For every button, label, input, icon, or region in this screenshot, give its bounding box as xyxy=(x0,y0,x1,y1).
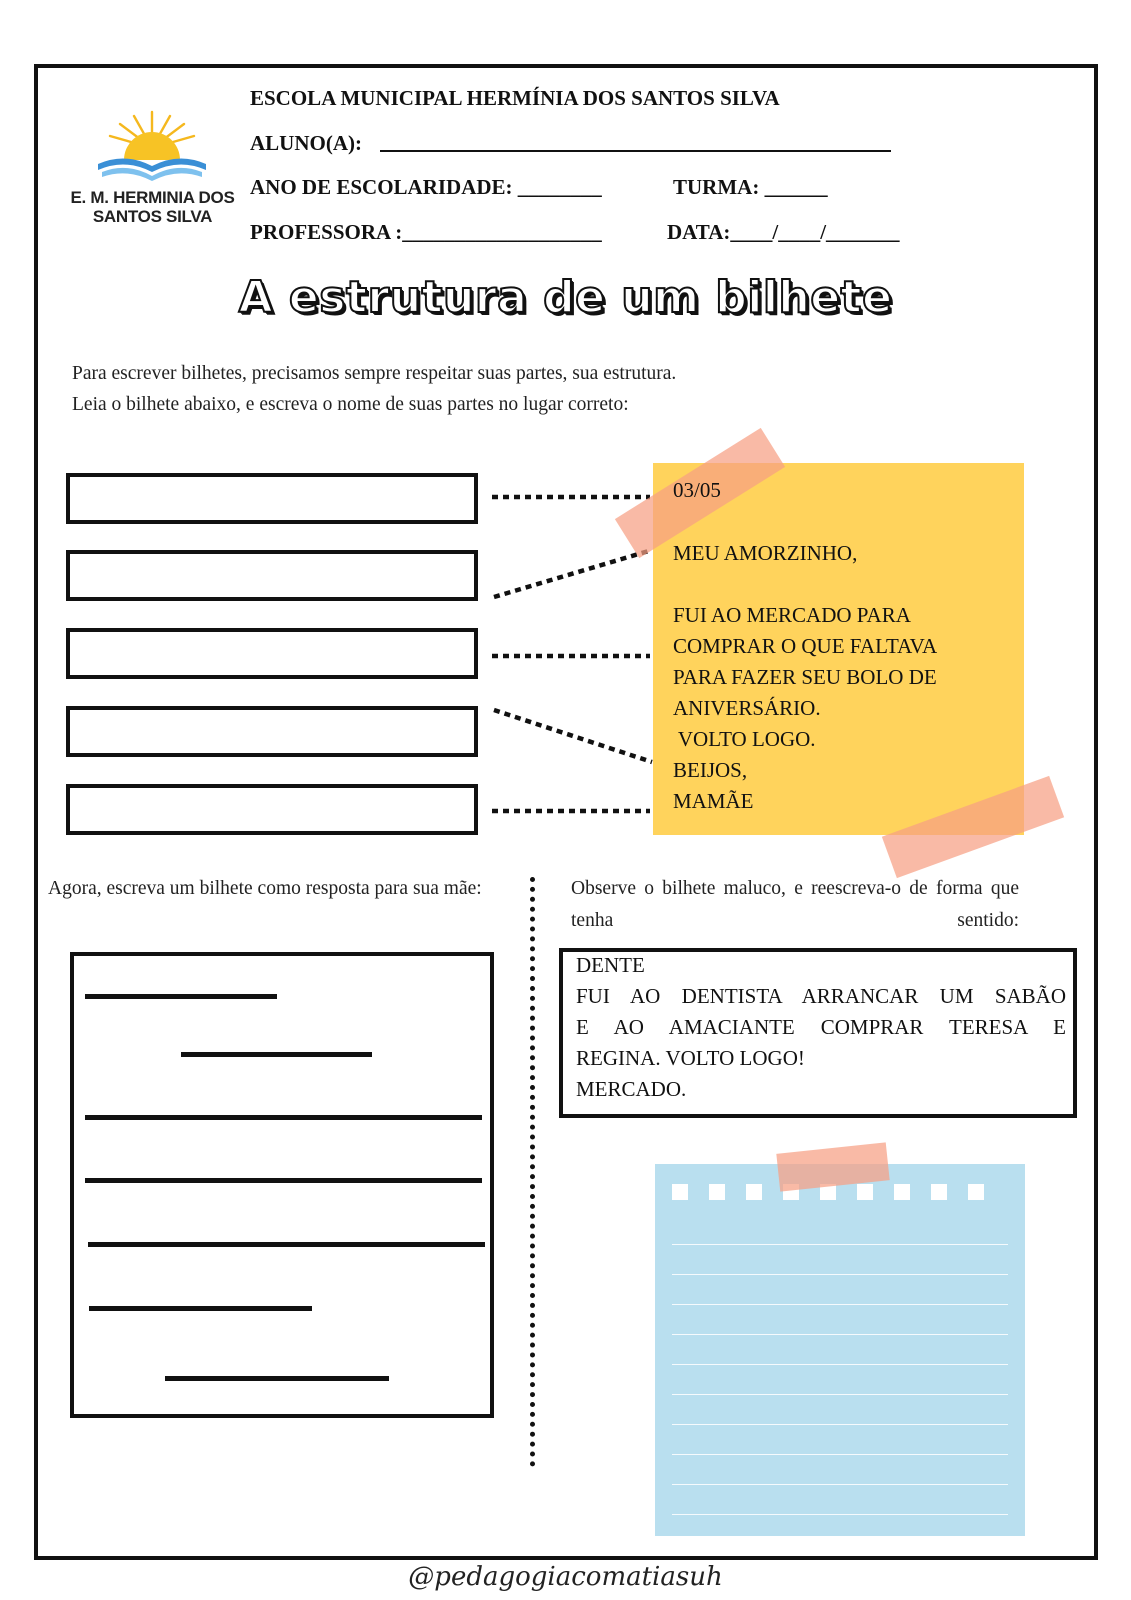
crazy-line-4: REGINA. VOLTO LOGO! xyxy=(576,1046,805,1070)
ruled-line xyxy=(672,1364,1008,1365)
crazy-line-5: MERCADO. xyxy=(576,1077,687,1101)
crazy-line-1: DENTE xyxy=(576,953,645,977)
rewrite-notepad[interactable] xyxy=(655,1164,1025,1536)
note-body-line-1: FUI AO MERCADO PARA xyxy=(673,603,911,627)
ruled-line xyxy=(672,1454,1008,1455)
date-field[interactable]: ____/____/_______ xyxy=(730,220,900,244)
logo-line-2: SANTOS SILVA xyxy=(92,207,213,226)
class-field[interactable]: ______ xyxy=(764,175,828,199)
binding-hole xyxy=(894,1184,910,1200)
ruled-line xyxy=(672,1274,1008,1275)
ruled-line xyxy=(672,1304,1008,1305)
logo-line-1: E. M. HERMINIA DOS xyxy=(70,188,235,207)
connector-farewell xyxy=(494,710,652,762)
left-instruction: Agora, escreva um bilhete como resposta para sua mãe: xyxy=(48,878,482,899)
ruled-line xyxy=(672,1394,1008,1395)
ruled-line xyxy=(672,1424,1008,1425)
writing-line xyxy=(85,1178,482,1183)
crazy-note-text xyxy=(576,950,1066,1105)
writing-line xyxy=(85,994,277,999)
grade-field[interactable]: ________ xyxy=(517,175,602,199)
ruled-line xyxy=(672,1244,1008,1245)
writing-line xyxy=(165,1376,389,1381)
note-greeting: MEU AMORZINHO, xyxy=(673,541,858,565)
writing-line xyxy=(88,1242,485,1247)
connector-greeting xyxy=(494,550,652,597)
binding-hole xyxy=(672,1184,688,1200)
footer-handle: @pedagogiacomatiasuh xyxy=(408,1562,723,1592)
writing-line xyxy=(89,1306,312,1311)
right-instruction: Observe o bilhete maluco, e reescreva-o de forma que tenha sentido: xyxy=(571,878,1019,931)
note-body-line-3: PARA FAZER SEU BOLO DE xyxy=(673,665,937,689)
note-farewell: BEIJOS, xyxy=(673,758,748,782)
writing-line xyxy=(85,1115,482,1120)
ruled-line xyxy=(672,1334,1008,1335)
teacher-label-text: PROFESSORA : xyxy=(250,220,403,244)
crazy-line-2: FUI AO DENTISTA ARRANCAR UM SABÃO xyxy=(576,984,1066,1008)
binding-hole xyxy=(709,1184,725,1200)
page-title: A estrutura de um bilhete xyxy=(238,272,893,323)
student-label: ALUNO(A): xyxy=(250,131,362,155)
note-body-line-4: ANIVERSÁRIO. xyxy=(673,696,821,720)
note-body-line-2: COMPRAR O QUE FALTAVA xyxy=(673,634,938,658)
column-divider xyxy=(530,877,535,1467)
reply-note-box[interactable] xyxy=(70,952,494,1418)
teacher-field[interactable]: ___________________ xyxy=(402,220,602,244)
binding-hole xyxy=(746,1184,762,1200)
school-name: ESCOLA MUNICIPAL HERMÍNIA DOS SANTOS SILVA xyxy=(250,86,780,110)
ruled-line xyxy=(672,1514,1008,1515)
note-date: 03/05 xyxy=(673,478,721,502)
intro-line-1: Para escrever bilhetes, precisamos sempre respeitar suas partes, sua estrutura. xyxy=(72,363,677,384)
note-body-line-5: VOLTO LOGO. xyxy=(673,727,816,751)
crazy-line-3: E AO AMACIANTE COMPRAR TERESA E xyxy=(576,1015,1066,1039)
date-label-text: DATA: xyxy=(667,220,731,244)
intro-line-2: Leia o bilhete abaixo, e escreva o nome de suas partes no lugar correto: xyxy=(72,394,629,415)
class-label-text: TURMA: xyxy=(673,175,760,199)
grade-label-text: ANO DE ESCOLARIDADE: xyxy=(250,175,513,199)
binding-hole xyxy=(931,1184,947,1200)
note-signature: MAMÃE xyxy=(673,789,754,813)
binding-hole xyxy=(968,1184,984,1200)
binding-hole xyxy=(857,1184,873,1200)
writing-line xyxy=(181,1052,372,1057)
ruled-line xyxy=(672,1484,1008,1485)
